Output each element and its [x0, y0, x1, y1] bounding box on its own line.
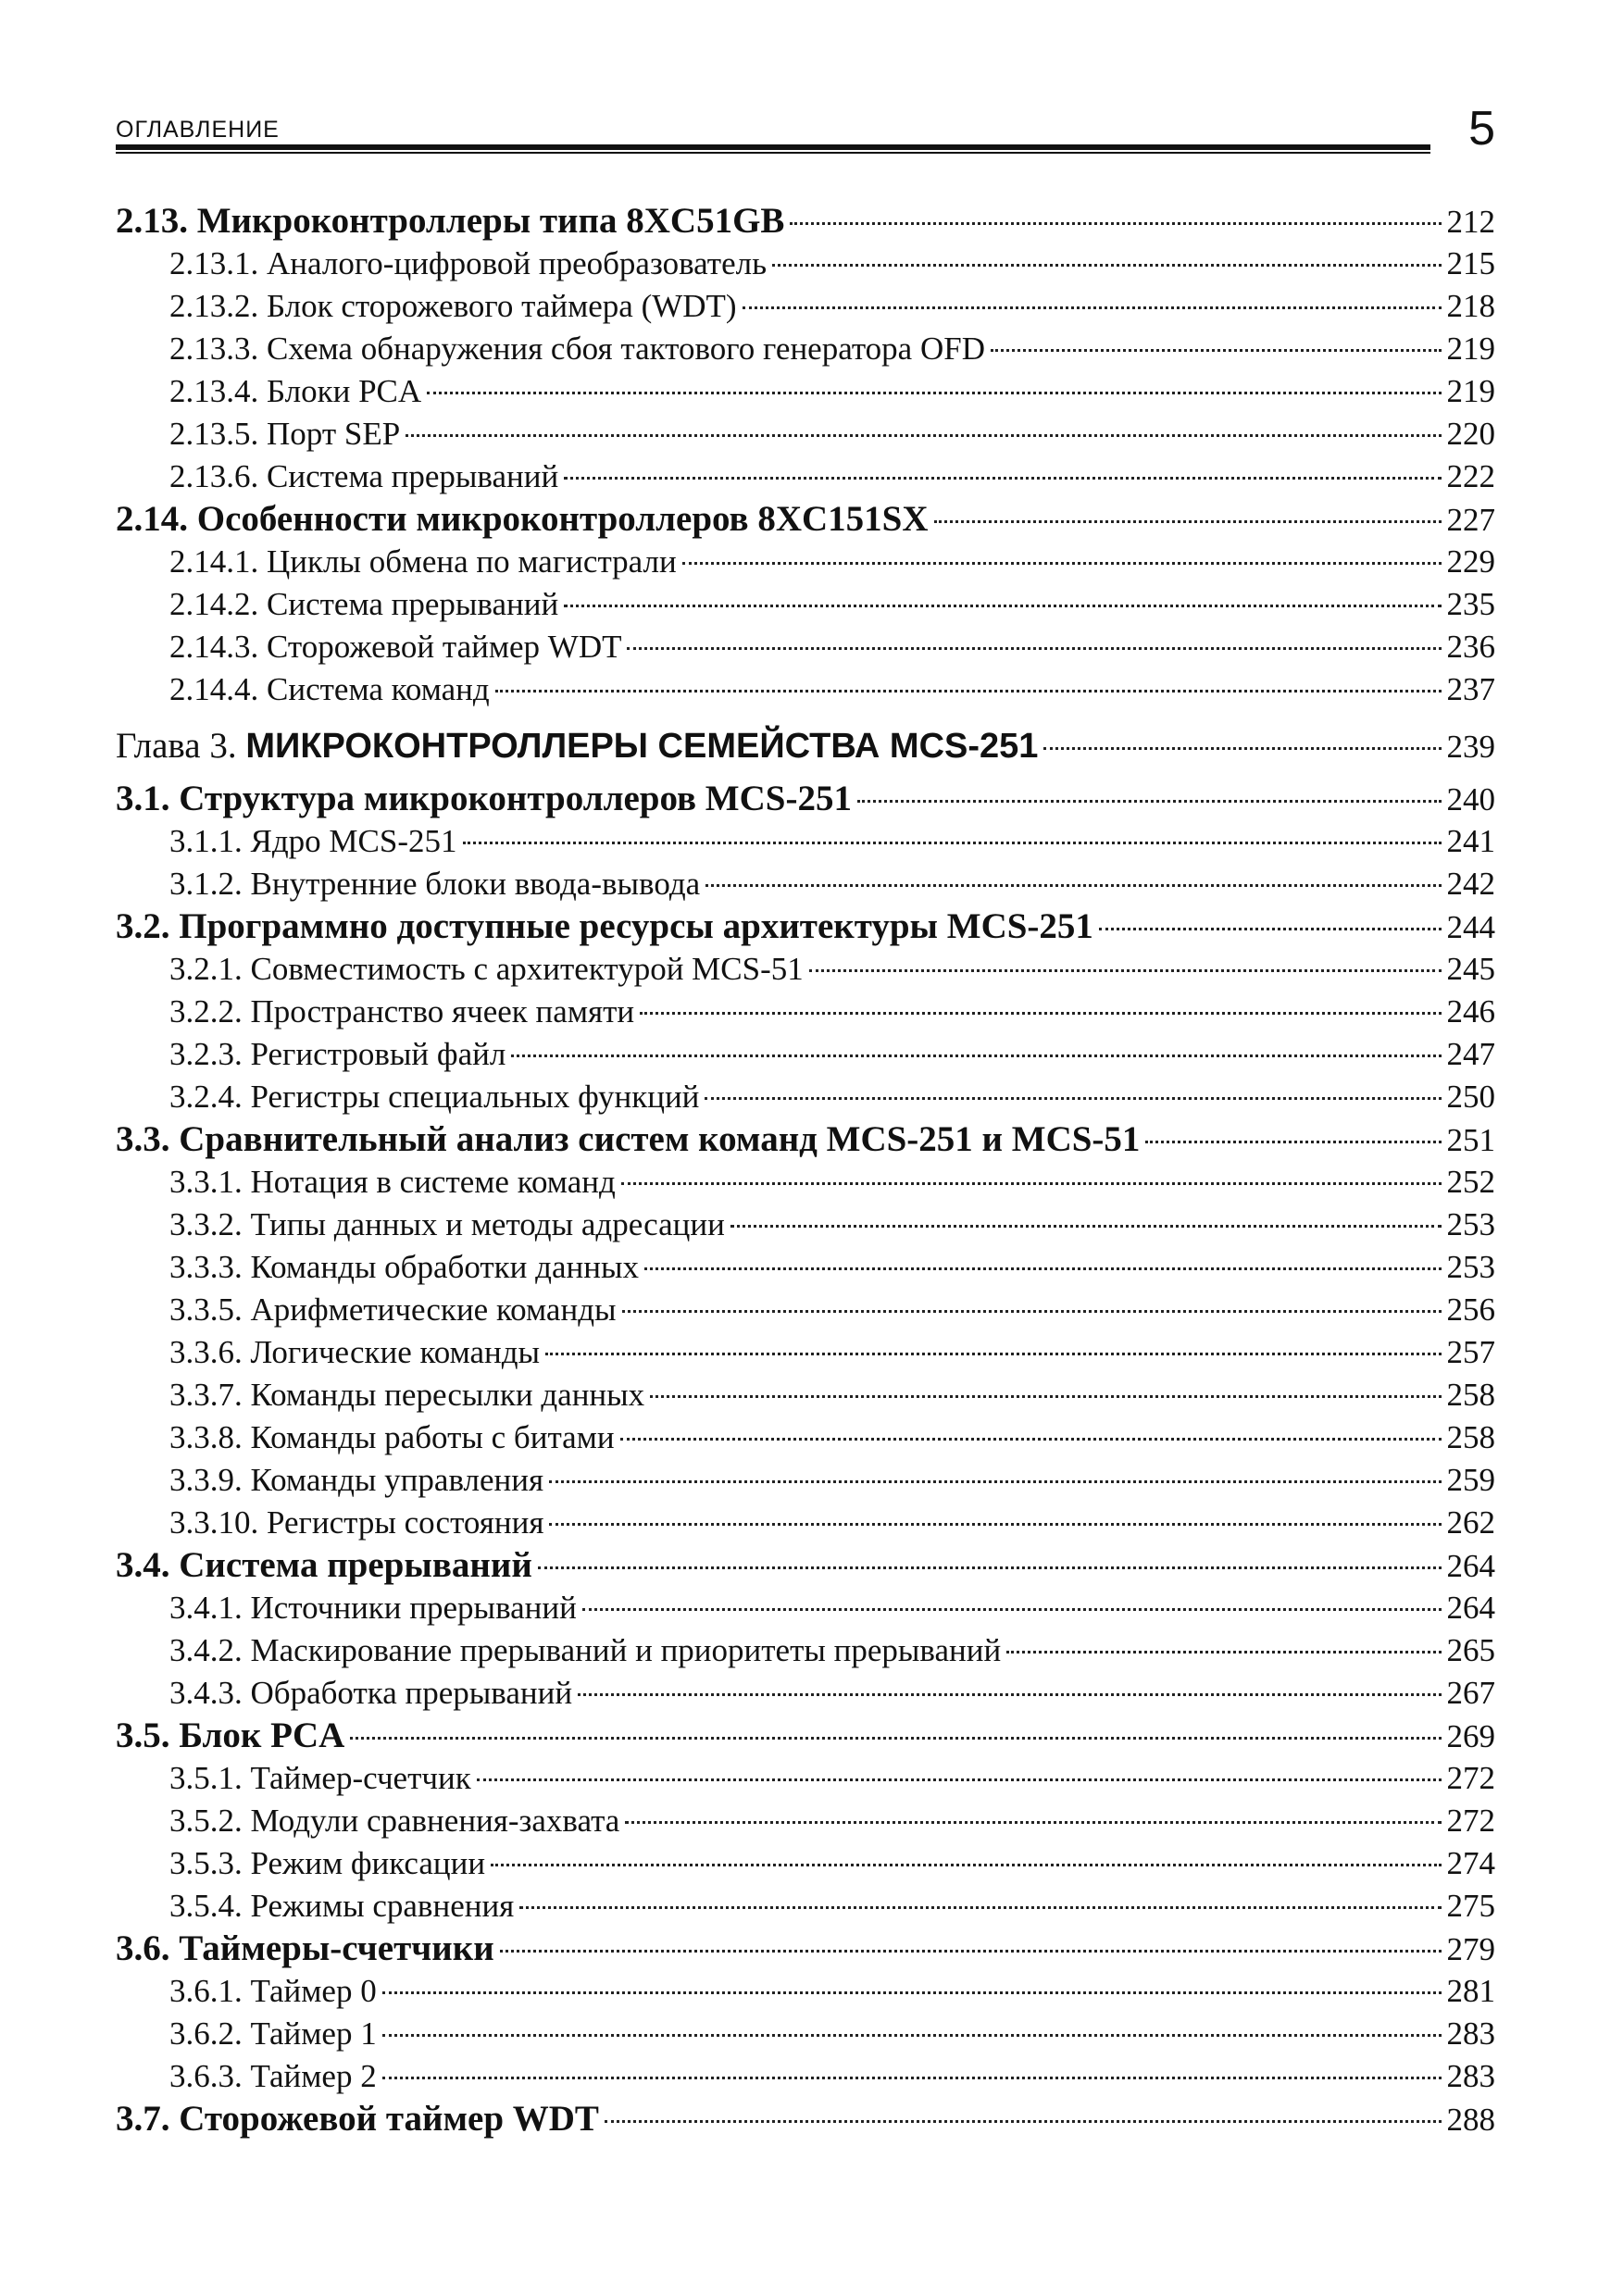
toc-entry-title-text: 3.4.2. Маскирование прерываний и приоритеты прерываний [169, 1632, 1002, 1668]
dot-leader [705, 884, 1441, 887]
toc-subsection-entry[interactable] [116, 1502, 1495, 1544]
toc-entry-page: 222 [1446, 458, 1495, 494]
toc-entry-title-text: 3.1. Структура микроконтроллеров MCS-251 [116, 779, 852, 818]
toc-entry-title-text: 2.14.1. Циклы обмена по магистрали [169, 543, 677, 580]
toc-subsection-entry[interactable] [116, 541, 1495, 583]
dot-leader [463, 842, 1442, 844]
toc-entry-title-text: 2.13.1. Аналого-цифровой преобразователь [169, 245, 768, 281]
toc-entry-page: 258 [1446, 1419, 1495, 1455]
toc-entry-title [169, 1800, 619, 1842]
toc-subsection-entry[interactable] [116, 948, 1495, 991]
dot-leader [644, 1267, 1442, 1270]
toc-entry-title-text: 3.7. Сторожевой таймер WDT [116, 2099, 599, 2139]
toc-entry-title-text: 3.2.4. Регистры специальных функций [169, 1079, 700, 1115]
toc-entry-title [116, 200, 784, 243]
toc-entry-page: 237 [1446, 671, 1495, 707]
toc-entry-title-text: 3.3.8. Команды работы с битами [169, 1419, 615, 1455]
toc-subsection-entry[interactable] [116, 626, 1495, 668]
toc-subsection-entry[interactable] [116, 1459, 1495, 1502]
toc-entry-page: 272 [1446, 1760, 1495, 1796]
toc-section-entry[interactable] [116, 778, 1495, 820]
toc-entry-page: 227 [1446, 502, 1495, 538]
toc-entry-title-text: 3.5.4. Режимы сравнения [169, 1888, 515, 1924]
toc-entry-title-text: 3.6. Таймеры-счетчики [116, 1928, 494, 1968]
toc-entry-title [169, 1033, 506, 1076]
toc-entry-title [169, 1459, 543, 1502]
toc-entry-page: 275 [1446, 1888, 1495, 1924]
toc-subsection-entry[interactable] [116, 328, 1495, 370]
toc-entry-page: 253 [1446, 1249, 1495, 1285]
toc-subsection-entry[interactable] [116, 1842, 1495, 1885]
dot-leader [427, 392, 1441, 394]
toc-entry-title [169, 1502, 543, 1544]
toc-subsection-entry[interactable] [116, 1289, 1495, 1331]
toc-entry-title [169, 2055, 377, 2098]
toc-entry-title-text: 2.13.2. Блок сторожевого таймера (WDT) [169, 288, 737, 324]
toc-entry-title-text: 3.1.2. Внутренние блоки ввода-вывода [169, 866, 701, 902]
toc-entry-title [169, 1970, 377, 2013]
toc-entry-page: 235 [1446, 586, 1495, 622]
toc-entry-page: 272 [1446, 1803, 1495, 1839]
toc-entry-title [169, 1331, 540, 1374]
toc-subsection-entry[interactable] [116, 243, 1495, 285]
toc-section-entry[interactable] [116, 905, 1495, 948]
toc-entry-title-text: 3.2.3. Регистровый файл [169, 1036, 506, 1072]
dot-leader [991, 349, 1442, 352]
toc-entry-title [169, 1587, 577, 1629]
dot-leader [1099, 928, 1442, 930]
toc-subsection-entry[interactable] [116, 1629, 1495, 1672]
dot-leader [549, 1523, 1441, 1526]
toc-entry-title-text: 3.4.1. Источники прерываний [169, 1590, 577, 1626]
dot-leader [1006, 1651, 1441, 1653]
toc-entry-page: 264 [1446, 1590, 1495, 1626]
toc-entry-page: 239 [1446, 729, 1495, 765]
dot-leader [743, 306, 1442, 309]
toc-entry-page: 219 [1446, 331, 1495, 367]
toc-entry-title [169, 1885, 514, 1928]
toc-section-entry[interactable] [116, 200, 1495, 243]
toc-entry-page: 242 [1446, 866, 1495, 902]
toc-entry-title [169, 455, 558, 498]
dot-leader [382, 1991, 1442, 1994]
toc-entry-title [169, 328, 985, 370]
toc-entry-title-text: 3.2. Программно доступные ресурсы архитектуры MCS-251 [116, 906, 1093, 946]
dot-leader [564, 477, 1441, 480]
toc-entry-page: 265 [1446, 1632, 1495, 1668]
dot-leader [500, 1950, 1442, 1953]
toc-entry-title-text: 3.2.2. Пространство ячеек памяти [169, 993, 635, 1029]
toc-entry-title [169, 1416, 615, 1459]
toc-subsection-entry[interactable] [116, 1757, 1495, 1800]
toc-entry-page: 257 [1446, 1334, 1495, 1370]
toc-entry-title [169, 668, 490, 711]
toc-subsection-entry[interactable] [116, 2013, 1495, 2055]
toc-entry-title [169, 1246, 639, 1289]
toc-subsection-entry[interactable] [116, 668, 1495, 711]
toc-entry-title [116, 1544, 532, 1587]
toc-subsection-entry[interactable] [116, 863, 1495, 905]
toc-entry-page: 247 [1446, 1036, 1495, 1072]
toc-entry-title [116, 498, 929, 541]
toc-entry-title-text: 3.3.3. Команды обработки данных [169, 1249, 639, 1285]
toc-entry-page: 258 [1446, 1377, 1495, 1413]
toc-entry-page: 229 [1446, 543, 1495, 580]
dot-leader [1145, 1141, 1441, 1143]
toc-entry-title [169, 285, 737, 328]
toc-entry-title [169, 1374, 644, 1416]
dot-leader [477, 1778, 1442, 1781]
toc-section-entry[interactable] [116, 1544, 1495, 1587]
dot-leader [627, 647, 1441, 650]
toc-entry-title [169, 863, 700, 905]
toc-section-entry[interactable] [116, 2098, 1495, 2140]
dot-leader [621, 1182, 1442, 1185]
toc-subsection-entry[interactable] [116, 1587, 1495, 1629]
dot-leader [605, 2120, 1442, 2123]
toc-entry-page: 220 [1446, 416, 1495, 452]
dot-leader [582, 1608, 1442, 1611]
page-header [116, 100, 1495, 157]
toc-entry-title-text: 2.14. Особенности микроконтроллеров 8XC151SX [116, 499, 929, 539]
dot-leader [545, 1353, 1441, 1355]
dot-leader [625, 1821, 1441, 1824]
toc-entry-page: 256 [1446, 1292, 1495, 1328]
toc-entry-title [169, 820, 457, 863]
toc-entry-title-text: 3.3.6. Логические команды [169, 1334, 541, 1370]
toc-entry-title-text: 3.6.3. Таймер 2 [169, 2058, 377, 2094]
toc-entry-title-text: 3.3.1. Нотация в системе команд [169, 1164, 616, 1200]
toc-entry-title [169, 2013, 377, 2055]
dot-leader [382, 2034, 1442, 2037]
toc-entry-title-text: 2.14.4. Система команд [169, 671, 490, 707]
toc-entry-title-text: 3.5. Блок PCA [116, 1716, 345, 1755]
dot-leader [705, 1097, 1441, 1100]
toc-entry-title-text: 3.4. Система прерываний [116, 1545, 532, 1585]
toc-entry-title [116, 1715, 344, 1757]
toc-subsection-entry[interactable] [116, 1885, 1495, 1928]
toc-entry-page: 279 [1446, 1931, 1495, 1967]
toc-entry-title [169, 243, 767, 285]
dot-leader [620, 1438, 1442, 1441]
toc-entry-page: 262 [1446, 1504, 1495, 1541]
toc-section-entry[interactable] [116, 1715, 1495, 1757]
toc-entry-page: 281 [1446, 1973, 1495, 2009]
toc-subsection-entry[interactable] [116, 413, 1495, 455]
toc-subsection-entry[interactable] [116, 455, 1495, 498]
toc-entry-page: 219 [1446, 373, 1495, 409]
toc-entry-title [116, 905, 1093, 948]
toc-entry-page: 252 [1446, 1164, 1495, 1200]
dot-leader [730, 1225, 1442, 1228]
toc-entry-page: 264 [1446, 1548, 1495, 1584]
toc-entry-title-text: 2.13. Микроконтроллеры типа 8XC51GB [116, 201, 785, 241]
toc-entry-title [169, 948, 804, 991]
toc-entry-title [169, 991, 634, 1033]
toc-entry-page: 212 [1446, 204, 1495, 240]
dot-leader [495, 690, 1442, 693]
toc-entry-title-text: 3.1.1. Ядро MCS-251 [169, 823, 457, 859]
toc-subsection-entry[interactable] [116, 1076, 1495, 1118]
toc-entry-page: 274 [1446, 1845, 1495, 1881]
toc-entry-page: 245 [1446, 951, 1495, 987]
toc-entry-title [169, 583, 558, 626]
page-number: 5 [1468, 102, 1495, 156]
dot-leader [564, 605, 1441, 607]
toc-entry-title [169, 1161, 616, 1204]
toc-entry-title [116, 778, 852, 820]
toc-entry-title [116, 724, 1038, 768]
running-head: ОГЛАВЛЕНИЕ [116, 117, 280, 143]
toc-entry-page: 241 [1446, 823, 1495, 859]
toc-entry-title-text: 2.13.4. Блоки PCA [169, 373, 422, 409]
toc-entry-title-text: 3.6.2. Таймер 1 [169, 2015, 377, 2052]
toc-section-entry[interactable] [116, 1118, 1495, 1161]
toc-entry-title-text: 3.3.9. Команды управления [169, 1462, 544, 1498]
header-rule-thin [116, 152, 1430, 154]
dot-leader [549, 1480, 1441, 1483]
toc-subsection-entry[interactable] [116, 1204, 1495, 1246]
toc-entry-title-text: 2.14.3. Сторожевой таймер WDT [169, 629, 622, 665]
dot-leader [406, 434, 1441, 437]
toc-entry-title-text: 3.4.3. Обработка прерываний [169, 1675, 573, 1711]
dot-leader [640, 1012, 1441, 1015]
toc-entry-title-text: 3.2.1. Совместимость с архитектурой MCS-51 [169, 951, 804, 987]
toc-section-entry[interactable] [116, 1928, 1495, 1970]
toc-subsection-entry[interactable] [116, 285, 1495, 328]
toc-entry-title [169, 413, 400, 455]
dot-leader [1043, 747, 1441, 750]
toc-entry-title [169, 1842, 485, 1885]
toc-entry-page: 251 [1446, 1122, 1495, 1158]
toc-entry-title [169, 1629, 1001, 1672]
toc-subsection-entry[interactable] [116, 1331, 1495, 1374]
toc-entry-title-text: 3.3.5. Арифметические команды [169, 1292, 617, 1328]
toc-subsection-entry[interactable] [116, 1970, 1495, 2013]
toc-entry-page: 259 [1446, 1462, 1495, 1498]
toc-entry-title [169, 1757, 471, 1800]
dot-leader [519, 1906, 1441, 1909]
toc-subsection-entry[interactable] [116, 583, 1495, 626]
toc-entry-page: 283 [1446, 2058, 1495, 2094]
toc-subsection-entry[interactable] [116, 991, 1495, 1033]
toc-entry-title [169, 1076, 699, 1118]
dot-leader [650, 1395, 1441, 1398]
toc-entry-title [169, 541, 677, 583]
toc-subsection-entry[interactable] [116, 1161, 1495, 1204]
table-of-contents [116, 200, 1495, 2140]
toc-chapter-entry[interactable] [116, 724, 1495, 768]
toc-subsection-entry[interactable] [116, 2055, 1495, 2098]
toc-entry-title-text: 2.14.2. Система прерываний [169, 586, 559, 622]
toc-entry-title [116, 1118, 1140, 1161]
toc-entry-page: 253 [1446, 1206, 1495, 1242]
toc-entry-title-text: 2.13.6. Система прерываний [169, 458, 559, 494]
toc-entry-page: 267 [1446, 1675, 1495, 1711]
toc-entry-page: 215 [1446, 245, 1495, 281]
dot-leader [538, 1566, 1442, 1569]
toc-entry-title-text: 3.3. Сравнительный анализ систем команд MCS-251 и MCS-51 [116, 1119, 1141, 1159]
toc-subsection-entry[interactable] [116, 1416, 1495, 1459]
toc-subsection-entry[interactable] [116, 370, 1495, 413]
header-rule [116, 144, 1430, 150]
toc-entry-page: 269 [1446, 1718, 1495, 1754]
dot-leader [511, 1054, 1441, 1057]
dot-leader [790, 222, 1441, 225]
dot-leader [622, 1310, 1442, 1313]
toc-subsection-entry[interactable] [116, 1800, 1495, 1842]
toc-entry-title-text: 3.6.1. Таймер 0 [169, 1973, 377, 2009]
toc-subsection-entry[interactable] [116, 1246, 1495, 1289]
toc-entry-title [169, 1289, 617, 1331]
toc-subsection-entry[interactable] [116, 1374, 1495, 1416]
toc-chapter-name: МИКРОКОНТРОЛЛЕРЫ СЕМЕЙСТВА MCS-251 [245, 727, 1039, 766]
dot-leader [382, 2077, 1442, 2079]
toc-subsection-entry[interactable] [116, 820, 1495, 863]
dot-leader [934, 520, 1442, 523]
toc-subsection-entry[interactable] [116, 1033, 1495, 1076]
toc-entry-title [169, 1204, 725, 1246]
toc-entry-title [169, 626, 621, 668]
toc-entry-page: 288 [1446, 2102, 1495, 2138]
toc-entry-title-text: 3.5.2. Модули сравнения-захвата [169, 1803, 620, 1839]
toc-entry-page: 218 [1446, 288, 1495, 324]
dot-leader [809, 969, 1442, 972]
toc-entry-title [169, 370, 421, 413]
toc-entry-title-text: 3.5.1. Таймер-счетчик [169, 1760, 471, 1796]
dot-leader [491, 1864, 1441, 1866]
toc-entry-page: 250 [1446, 1079, 1495, 1115]
toc-entry-title-text: 3.3.10. Регистры состояния [169, 1504, 544, 1541]
toc-entry-page: 236 [1446, 629, 1495, 665]
toc-entry-title [116, 1928, 494, 1970]
toc-entry-title-text: 3.5.3. Режим фиксации [169, 1845, 486, 1881]
toc-entry-page: 283 [1446, 2015, 1495, 2052]
dot-leader [857, 800, 1442, 803]
toc-entry-title-text: 2.13.3. Схема обнаружения сбоя тактового генератора OFD [169, 331, 985, 367]
dot-leader [772, 264, 1441, 267]
toc-subsection-entry[interactable] [116, 1672, 1495, 1715]
toc-entry-title-text: 2.13.5. Порт SEP [169, 416, 401, 452]
dot-leader [578, 1693, 1441, 1696]
toc-entry-page: 244 [1446, 909, 1495, 945]
toc-section-entry[interactable] [116, 498, 1495, 541]
toc-entry-title-text: 3.3.2. Типы данных и методы адресации [169, 1206, 725, 1242]
toc-entry-page: 246 [1446, 993, 1495, 1029]
dot-leader [350, 1737, 1441, 1740]
toc-entry-title-text: 3.3.7. Команды пересылки данных [169, 1377, 645, 1413]
toc-entry-title [116, 2098, 599, 2140]
dot-leader [682, 562, 1442, 565]
toc-entry-page: 240 [1446, 781, 1495, 817]
toc-entry-title-text: Глава 3. [116, 726, 246, 766]
toc-entry-title [169, 1672, 572, 1715]
